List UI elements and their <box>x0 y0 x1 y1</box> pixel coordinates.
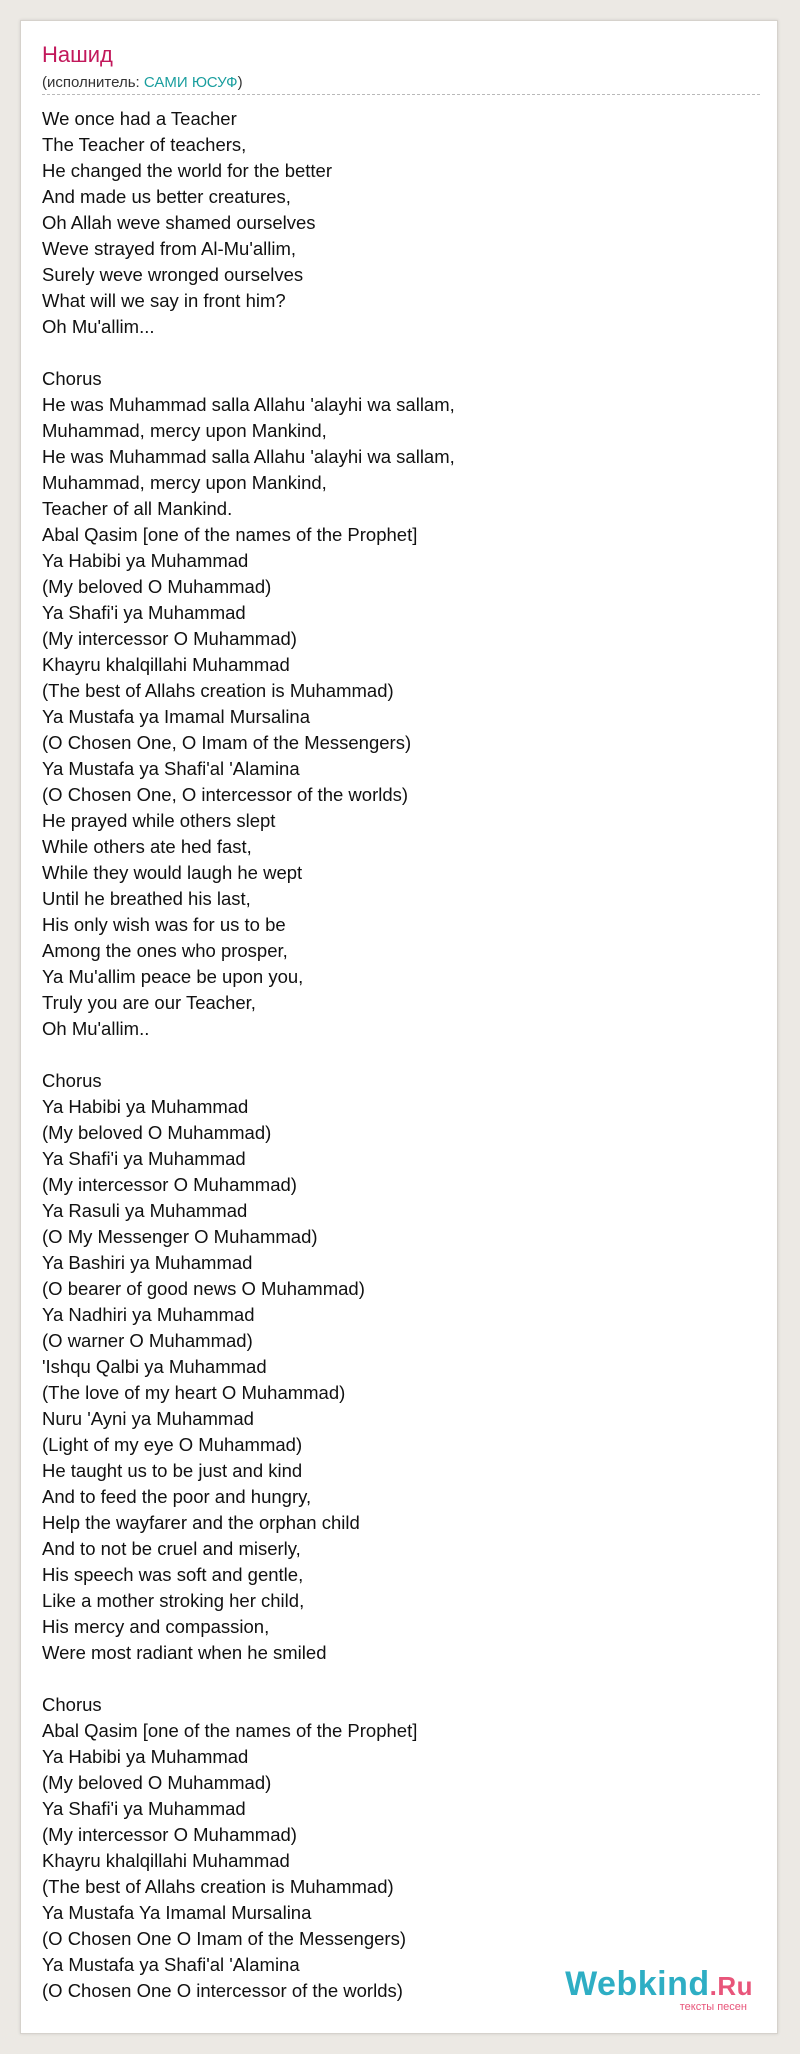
logo-brand <box>565 1967 753 2003</box>
performer-prefix: (исполнитель: <box>42 74 144 91</box>
performer-suffix: ) <box>237 74 243 91</box>
dashed-divider <box>42 94 760 95</box>
performer-line <box>42 74 243 92</box>
artist-link[interactable]: САМИ ЮСУФ <box>143 74 238 91</box>
lyrics-text: We once had a Teacher The Teacher of teachers, He changed the world for the better And made us better creatures, Oh Allah weve shamed ourselves Weve strayed from Al-Mu'allim, Surely weve wronged ourselves What will we say in front him? Oh Mu'allim... Chorus He was Muhammad salla Allahu 'alayhi wa sallam, Muhammad, mercy upon Mankind, He was Muhammad salla Allahu 'alayhi wa sallam, Muhammad, mercy upon Mankind, Teacher of all Mankind. Abal Qasim [one of the names of the Prophet] Ya Habibi ya Muhammad (My beloved O Muhammad) Ya Shafi'i ya Muhammad (My intercessor O Muhammad) Khayru khalqillahi Muhammad (The best of Allahs creation is Muhammad) Ya Mustafa ya Imamal Mursalina (O Chosen One, O Imam of the Messengers) Ya Mustafa ya Shafi'al 'Alamina (O Chosen One, O intercessor of the worlds) He prayed while others slept While others ate hed fast, While they would laugh he wept Until he breathed his last, His only wish was for us to be Among the ones who prosper, Ya Mu'allim peace be upon you, Truly you are our Teacher, Oh Mu'allim.. Chorus Ya Habibi ya Muhammad (My beloved O Muhammad) Ya Shafi'i ya Muhammad (My intercessor O Muhammad) Ya Rasuli ya Muhammad (O My Messenger O Muhammad) Ya Bashiri ya Muhammad (O bearer of good news O Muhammad) Ya Nadhiri ya Muhammad (O warner O Muhammad) 'Ishqu Qalbi ya Muhammad (The love of my heart O Muhammad) Nuru 'Ayni ya Muhammad (Light of my eye O Muhammad) He taught us to be just and kind And to feed the poor and hungry, Help the wayfarer and the orphan child And to not be cruel and miserly, His speech was soft and gentle, Like a mother stroking her child, His mercy and compassion, Were most radiant when he smiled Chorus Abal Qasim [one of the names of the Prophet] Ya Habibi ya Muhammad (My beloved O Muhammad) Ya Shafi'i ya Muhammad (My intercessor O Muhammad) Khayru khalqillahi Muhammad (The best of Allahs creation is Muhammad) Ya Mustafa Ya Imamal Mursalina (O Chosen One O Imam of the Messengers) Ya Mustafa ya Shafi'al 'Alamina (O Chosen One O intercessor of the worlds) <box>42 108 455 2001</box>
logo-domain: .Ru <box>709 1971 753 2001</box>
logo-brand-name: Webkind <box>565 1965 710 2003</box>
song-title: Нашид <box>42 42 113 67</box>
site-logo[interactable] <box>565 1967 753 2013</box>
lyrics-card <box>20 20 778 2034</box>
logo-tagline: тексты песен <box>679 2001 747 2013</box>
